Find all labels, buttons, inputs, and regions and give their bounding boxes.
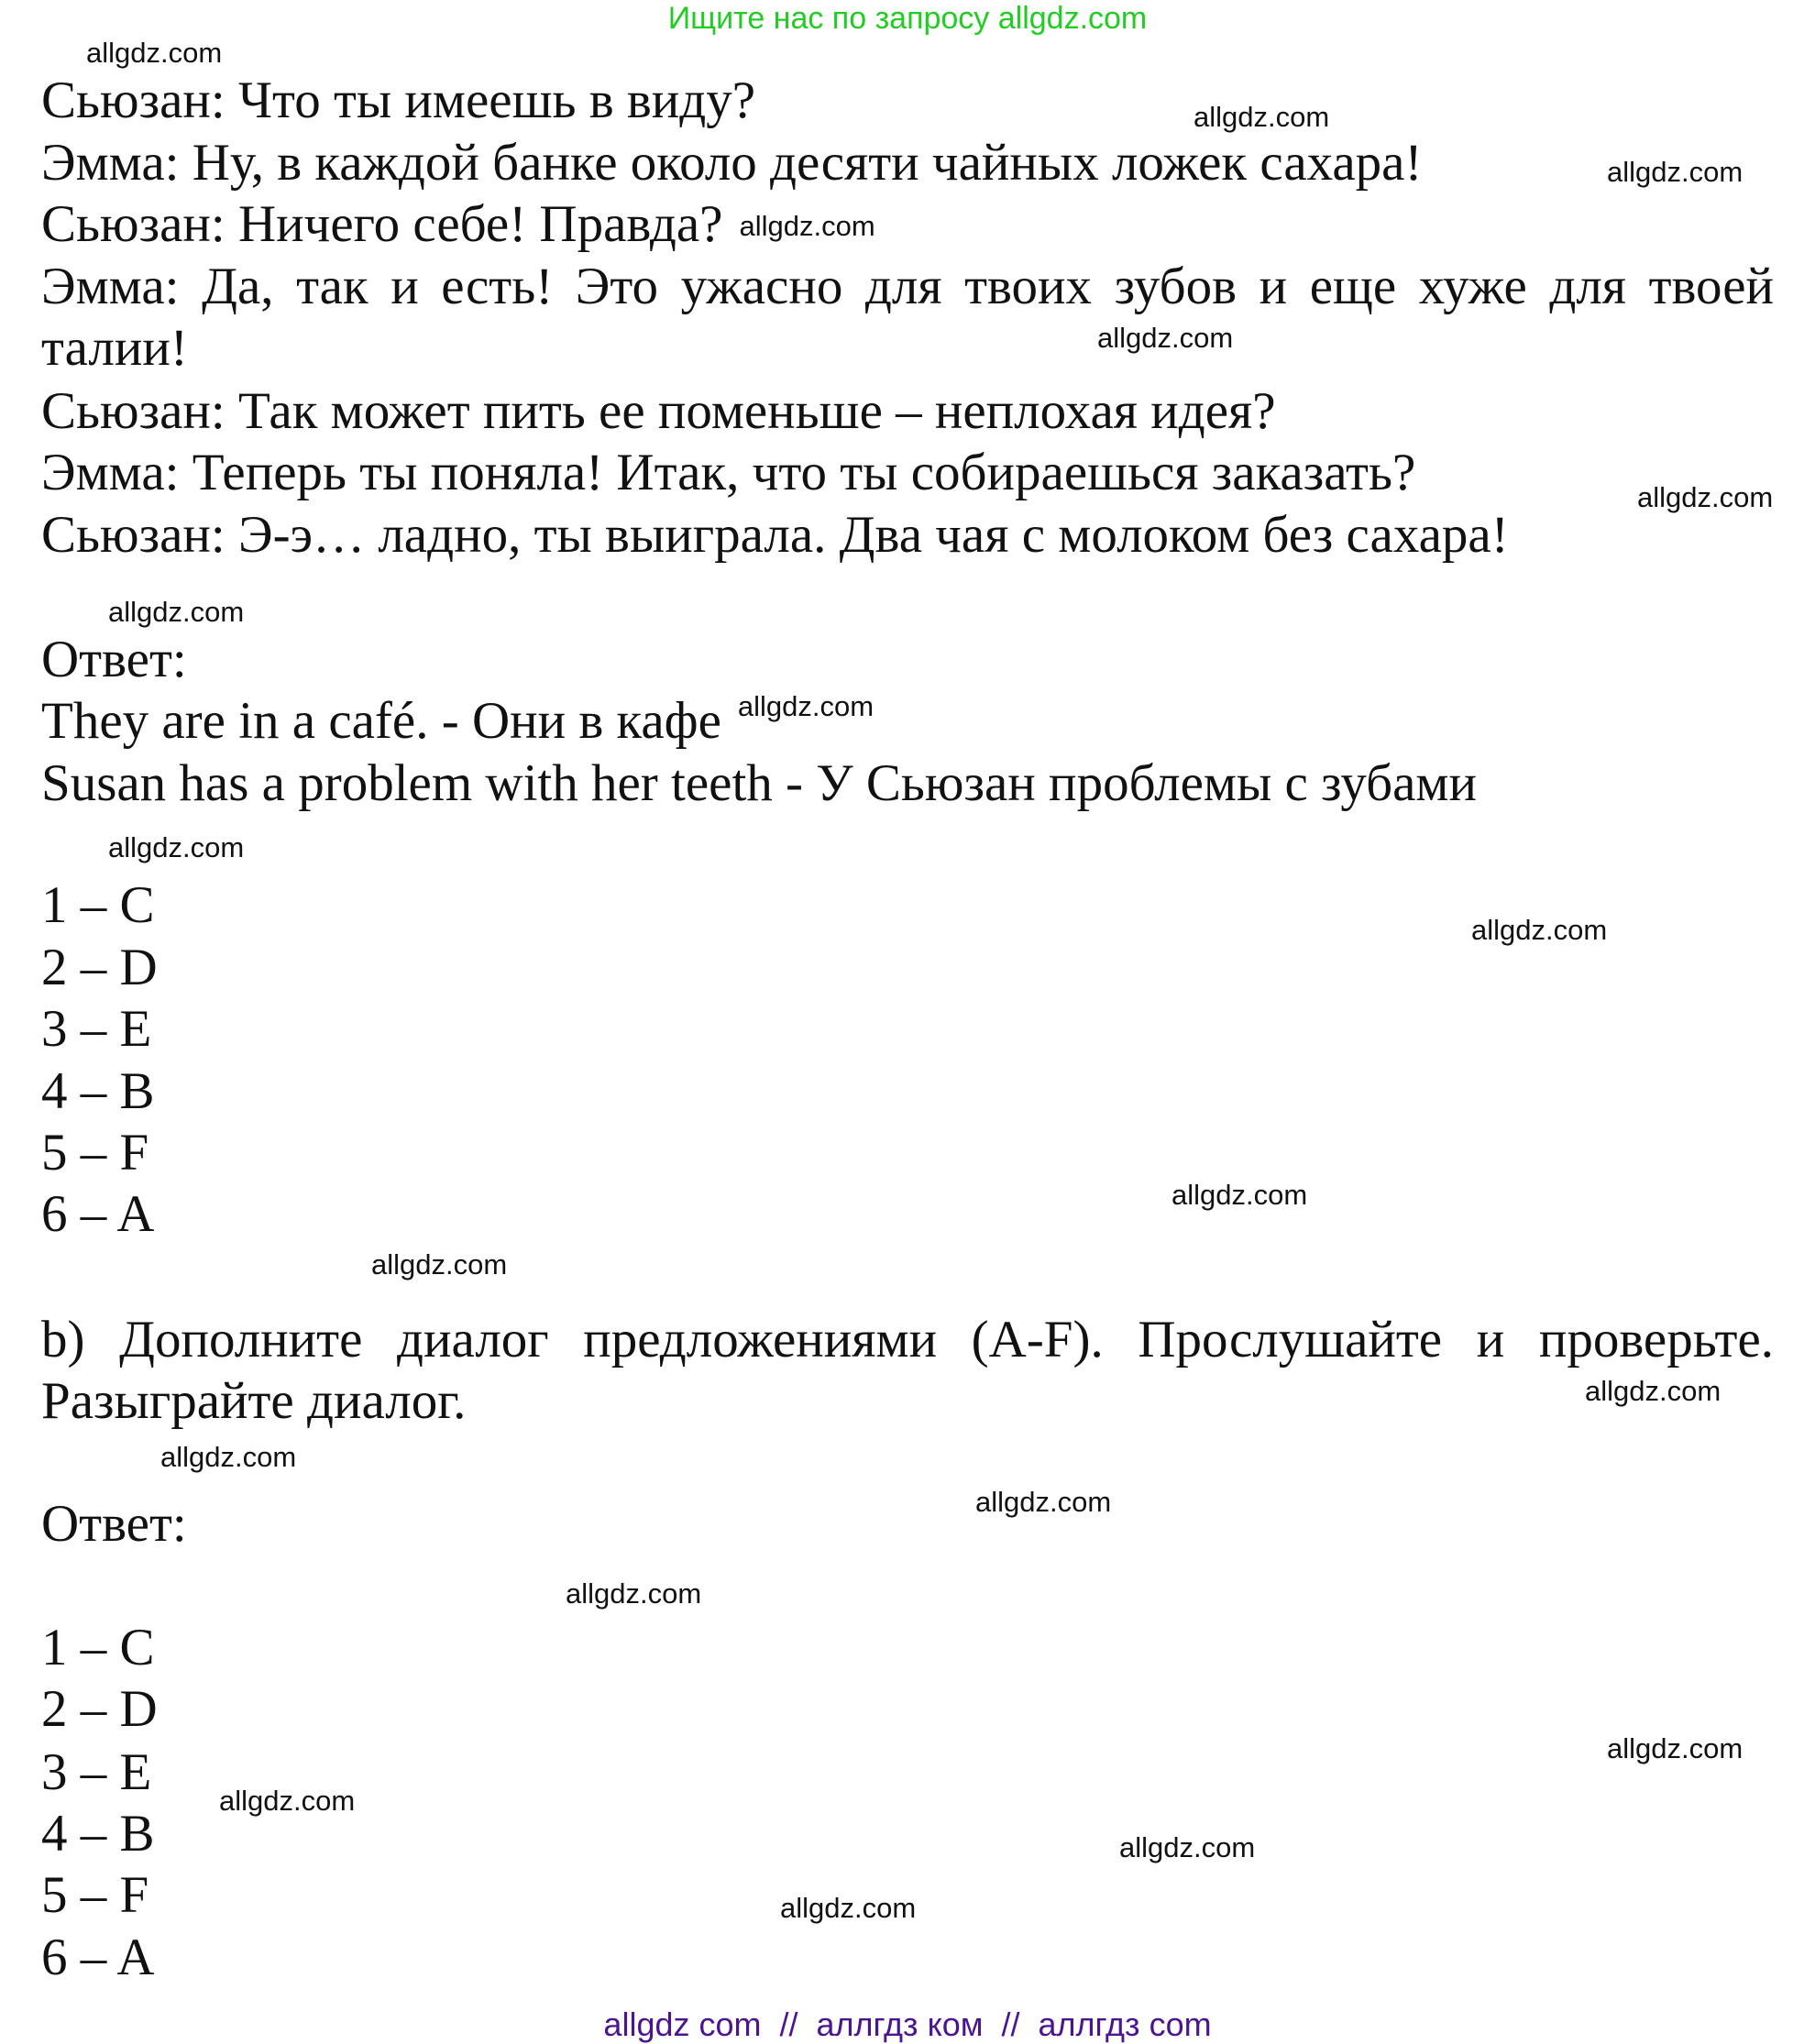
watermark: allgdz.com xyxy=(86,37,223,69)
watermark: allgdz.com xyxy=(780,1892,917,1924)
answer-line-wrap xyxy=(41,690,874,753)
match-item: 4 – B xyxy=(41,1805,155,1863)
dialogue-line-wrap xyxy=(41,193,875,256)
dialogue-line: Эмма: Да, так и есть! Это ужасно для твоих зубов и еще хуже для твоей xyxy=(41,258,1774,315)
task-b-line: b) Дополните диалог предложениями (A-F). Прослушайте и проверьте. xyxy=(41,1311,1774,1368)
watermark: allgdz.com xyxy=(975,1486,1112,1518)
watermark: allgdz.com xyxy=(739,210,875,242)
watermark: allgdz.com xyxy=(566,1577,702,1610)
watermark: allgdz.com xyxy=(1097,322,1234,354)
dialogue-line: Эмма: Ну, в каждой банке около десяти чайных ложек сахара! xyxy=(41,134,1423,192)
watermark: allgdz.com xyxy=(219,1785,356,1817)
dialogue-line: талии! xyxy=(41,319,188,377)
answer-line: Susan has a problem with her teeth - У Сьюзан проблемы с зубами xyxy=(41,754,1477,812)
match-item: 4 – B xyxy=(41,1062,155,1120)
footer-banner: allgdz com // аллгдз ком // аллгдз com xyxy=(603,2006,1212,2043)
answer-label: Ответ: xyxy=(41,631,187,688)
dialogue-line: Сьюзан: Ничего себе! Правда? xyxy=(41,195,723,253)
match-item: 5 – F xyxy=(41,1124,149,1181)
dialogue-line: Сьюзан: Что ты имеешь в виду? xyxy=(41,71,756,129)
match-item: 2 – D xyxy=(41,939,158,996)
match-item: 1 – C xyxy=(41,876,155,934)
watermark: allgdz.com xyxy=(108,831,245,863)
match-item: 3 – E xyxy=(41,1000,152,1058)
dialogue-line: Эмма: Теперь ты поняла! Итак, что ты собираешься заказать? xyxy=(41,444,1416,501)
watermark: allgdz.com xyxy=(108,596,245,628)
match-item: 6 – A xyxy=(41,1185,155,1243)
match-item: 1 – C xyxy=(41,1619,155,1676)
dialogue-line: Сьюзан: Э-э… ладно, ты выиграла. Два чая с молоком без сахара! xyxy=(41,506,1509,564)
watermark: allgdz.com xyxy=(1194,101,1330,133)
watermark: allgdz.com xyxy=(1607,156,1744,188)
watermark: allgdz.com xyxy=(1607,1732,1744,1764)
watermark: allgdz.com xyxy=(1637,481,1774,513)
watermark: allgdz.com xyxy=(371,1248,508,1280)
answer-label: Ответ: xyxy=(41,1495,187,1553)
watermark: allgdz.com xyxy=(1119,1831,1256,1863)
watermark: allgdz.com xyxy=(160,1441,297,1473)
match-item: 5 – F xyxy=(41,1866,149,1924)
watermark: allgdz.com xyxy=(737,690,874,722)
answer-line: They are in a café. - Они в кафе xyxy=(41,692,721,750)
match-item: 3 – E xyxy=(41,1743,152,1801)
watermark: allgdz.com xyxy=(1585,1375,1722,1407)
match-item: 6 – A xyxy=(41,1929,155,1986)
watermark: allgdz.com xyxy=(1471,914,1608,946)
task-b-line: Разыграйте диалог. xyxy=(41,1372,467,1430)
watermark: allgdz.com xyxy=(1172,1179,1308,1211)
match-item: 2 – D xyxy=(41,1680,158,1738)
dialogue-line: Сьюзан: Так может пить ее поменьше – неплохая идея? xyxy=(41,382,1276,440)
header-banner: Ищите нас по запросу allgdz.com xyxy=(667,1,1148,36)
